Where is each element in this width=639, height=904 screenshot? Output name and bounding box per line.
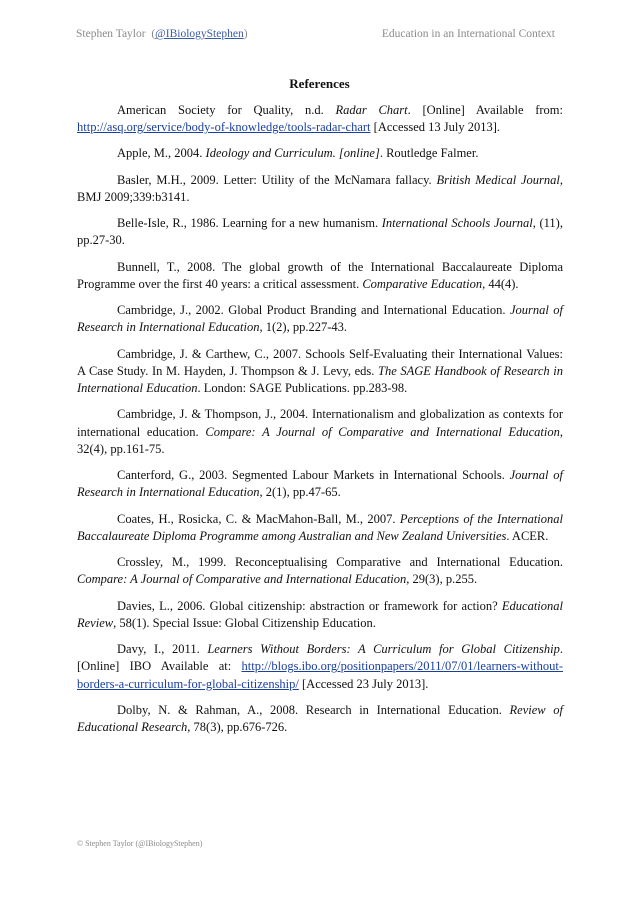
ref-title: Ideology and Curriculum. [online] xyxy=(205,146,380,161)
ref-text: Coates, H., Rosicka, C. & MacMahon-Ball, M., 2007. xyxy=(117,511,400,526)
ref-text: [Accessed 13 July 2013]. xyxy=(370,120,501,135)
ref-text: Canterford, G., 2003. Segmented Labour Markets in International Schools. xyxy=(117,468,510,483)
ref-text: Dolby, N. & Rahman, A., 2008. Research in International Education. xyxy=(117,702,510,717)
reference-item xyxy=(77,511,563,546)
reference-item xyxy=(77,102,563,137)
reference-item xyxy=(77,598,563,633)
ref-title: Perceptions of the International Baccalaureate Diploma Programme among Australian and New Zealand Universities xyxy=(77,511,563,543)
page-title: References xyxy=(289,76,350,91)
ref-text: , 1(2), pp.227-43. xyxy=(259,320,347,335)
reference-item xyxy=(77,172,563,207)
ref-text: Cambridge, J., 2002. Global Product Branding and International Education. xyxy=(117,303,510,318)
ref-text: [Accessed 23 July 2013]. xyxy=(298,676,429,691)
ref-text: American Society for Quality, n.d. xyxy=(117,103,336,117)
header-author-group xyxy=(76,28,248,40)
header-author: Stephen Taylor xyxy=(76,28,146,40)
ref-text: Cambridge, J. & Thompson, J., 2004. Internationalism and globalization as contexts for international education. xyxy=(77,407,563,439)
ref-text: , 32(4), pp.161-75. xyxy=(77,424,563,456)
ref-title: Compare: A Journal of Comparative and International Education xyxy=(205,424,560,439)
reference-list xyxy=(77,102,563,745)
ref-text: Davies, L., 2006. Global citizenship: abstraction or framework for action? xyxy=(117,598,502,613)
header-close-paren: ) xyxy=(243,28,248,40)
ref-text: , 58(1). Special Issue: Global Citizenship Education. xyxy=(113,615,376,630)
reference-item xyxy=(77,259,563,294)
ref-text: . [Online] IBO Available at: xyxy=(77,642,563,674)
ref-title: The SAGE Handbook of Research in International Education xyxy=(77,363,563,396)
reference-item xyxy=(77,702,563,737)
ref-text: Basler, M.H., 2009. Letter: Utility of the McNamara fallacy. xyxy=(117,172,437,187)
ref-text: Cambridge, J. & Carthew, C., 2007. Schools Self-Evaluating their International Values: A Case Study. In M. Hayden, J. Thompson & J. Levy, eds. xyxy=(77,346,563,378)
ref-text: , 44(4). xyxy=(482,276,519,291)
ref-title: Radar Chart xyxy=(335,103,408,117)
ref-text: , BMJ 2009;339:b3141. xyxy=(77,172,564,204)
ref-text: , 78(3), pp.676-726. xyxy=(187,720,288,735)
ref-title: Review of Educational Research xyxy=(77,702,563,735)
reference-item xyxy=(77,406,563,458)
ref-text: Bunnell, T., 2008. The global growth of the International Baccalaureate Diploma Programme over the first 40 years: a critical assessment. xyxy=(77,259,563,291)
ref-text: Crossley, M., 1999. Reconceptualising Comparative and International Education. xyxy=(117,555,563,570)
reference-item xyxy=(77,641,563,693)
ref-text: . [Online] Available from: xyxy=(407,103,563,117)
ref-text: . London: SAGE Publications. pp.283-98. xyxy=(197,381,408,396)
reference-item xyxy=(77,302,563,337)
twitter-handle-link[interactable]: @IBiologyStephen xyxy=(155,28,244,40)
ref-title: Journal of Research in International Education xyxy=(77,468,563,500)
ref-title: Compare: A Journal of Comparative and International Education xyxy=(77,572,407,587)
header-course-title: Education in an International Context xyxy=(381,28,555,40)
ref-title: Learners Without Borders: A Curriculum for Global Citizenship xyxy=(207,642,560,657)
ref-text: , (11), pp.27-30. xyxy=(77,216,563,248)
ref-text: . ACER. xyxy=(506,528,549,543)
ref-text: Apple, M., 2004. xyxy=(117,146,206,161)
reference-item xyxy=(77,346,563,398)
ref-text: Belle-Isle, R., 1986. Learning for a new humanism. xyxy=(117,216,382,231)
ref-text: . Routledge Falmer. xyxy=(379,146,479,161)
reference-link[interactable]: http://asq.org/service/body-of-knowledge/tools-radar-chart xyxy=(77,120,371,135)
reference-item xyxy=(77,467,563,502)
ref-title: British Medical Journal xyxy=(436,172,560,187)
page-header xyxy=(76,28,555,44)
ref-title: Educational Review xyxy=(77,598,563,630)
ref-text: , 29(3), p.255. xyxy=(406,572,478,587)
page-footer: © Stephen Taylor (@IBiologyStephen) xyxy=(77,839,203,848)
ref-title: Comparative Education xyxy=(362,276,483,291)
reference-link[interactable]: http://blogs.ibo.org/positionpapers/2011/07/01/learners-without-borders-a-curriculum-for-global-citizenship/ xyxy=(77,659,563,691)
header-open-paren: ( xyxy=(151,28,156,40)
ref-text: Davy, I., 2011. xyxy=(117,642,208,657)
reference-item xyxy=(77,554,563,589)
ref-title: International Schools Journal xyxy=(381,216,533,231)
reference-item xyxy=(77,145,563,162)
ref-title: Journal of Research in International Education xyxy=(77,303,564,335)
reference-item xyxy=(77,215,563,250)
ref-text: , 2(1), pp.47-65. xyxy=(259,485,341,500)
